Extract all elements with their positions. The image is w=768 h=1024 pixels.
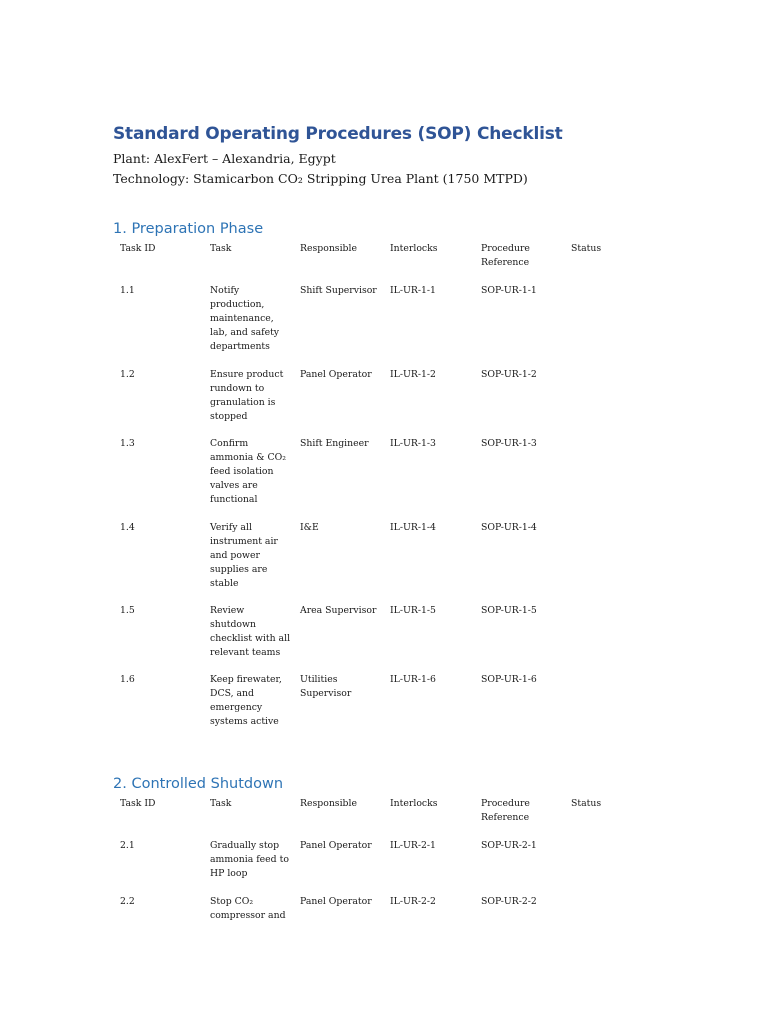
task-cell: Ensure product rundown to granulation is stopped [210, 369, 284, 422]
responsible-cell: Shift Supervisor [300, 285, 377, 296]
task-id-cell: 1.6 [120, 674, 135, 685]
task-id-cell: 1.4 [120, 522, 135, 533]
procedure-reference-cell: SOP-UR-1-4 [481, 522, 537, 533]
column-header-interlocks: Interlocks [390, 243, 438, 254]
column-header-interlocks: Interlocks [390, 798, 438, 809]
task-id-cell: 1.3 [120, 438, 135, 449]
task-cell: Review shutdown checklist with all relevant teams [210, 605, 291, 658]
technology-line: Technology: Stamicarbon CO₂ Stripping Urea Plant (1750 MTPD) [113, 171, 528, 186]
column-header-responsible: Responsible [300, 243, 357, 254]
responsible-cell: Utilities Supervisor [300, 674, 352, 699]
responsible-cell: I&E [300, 522, 319, 533]
column-header-procedure-reference: Procedure Reference [481, 243, 530, 268]
task-cell: Confirm ammonia & CO₂ feed isolation valves are functional [210, 438, 286, 505]
responsible-cell: Area Supervisor [300, 605, 377, 616]
task-id-cell: 2.2 [120, 896, 135, 907]
task-id-cell: 1.5 [120, 605, 135, 616]
procedure-reference-cell: SOP-UR-1-2 [481, 369, 537, 380]
responsible-cell: Panel Operator [300, 840, 372, 851]
interlock-cell: IL-UR-1-1 [390, 285, 436, 296]
column-header-responsible: Responsible [300, 798, 357, 809]
task-id-cell: 1.1 [120, 285, 135, 296]
procedure-reference-cell: SOP-UR-1-1 [481, 285, 537, 296]
column-header-task: Task [210, 798, 232, 809]
interlock-cell: IL-UR-1-6 [390, 674, 436, 685]
task-cell: Verify all instrument air and power supplies are stable [210, 522, 278, 589]
responsible-cell: Shift Engineer [300, 438, 369, 449]
task-cell: Notify production, maintenance, lab, and safety departments [210, 285, 280, 352]
task-cell: Gradually stop ammonia feed to HP loop [210, 840, 289, 879]
interlock-cell: IL-UR-2-2 [390, 896, 436, 907]
procedure-reference-cell: SOP-UR-2-2 [481, 896, 537, 907]
task-cell: Keep firewater, DCS, and emergency systems active [210, 674, 282, 727]
responsible-cell: Panel Operator [300, 369, 372, 380]
interlock-cell: IL-UR-1-3 [390, 438, 436, 449]
column-header-procedure-reference: Procedure Reference [481, 798, 530, 823]
document-title: Standard Operating Procedures (SOP) Checklist [113, 124, 563, 144]
plant-line: Plant: AlexFert – Alexandria, Egypt [113, 151, 336, 166]
interlock-cell: IL-UR-1-5 [390, 605, 436, 616]
interlock-cell: IL-UR-2-1 [390, 840, 436, 851]
responsible-cell: Panel Operator [300, 896, 372, 907]
column-header-status: Status [571, 243, 602, 254]
procedure-reference-cell: SOP-UR-1-6 [481, 674, 537, 685]
procedure-reference-cell: SOP-UR-2-1 [481, 840, 537, 851]
procedure-reference-cell: SOP-UR-1-3 [481, 438, 537, 449]
interlock-cell: IL-UR-1-4 [390, 522, 436, 533]
section-title-controlled-shutdown: 2. Controlled Shutdown [113, 776, 284, 792]
column-header-task-id: Task ID [120, 243, 156, 254]
column-header-status: Status [571, 798, 602, 809]
task-id-cell: 1.2 [120, 369, 135, 380]
task-cell: Stop CO₂ compressor and [210, 896, 286, 921]
procedure-reference-cell: SOP-UR-1-5 [481, 605, 537, 616]
task-id-cell: 2.1 [120, 840, 135, 851]
interlock-cell: IL-UR-1-2 [390, 369, 436, 380]
column-header-task-id: Task ID [120, 798, 156, 809]
section-title-preparation-phase: 1. Preparation Phase [113, 221, 264, 237]
column-header-task: Task [210, 243, 232, 254]
